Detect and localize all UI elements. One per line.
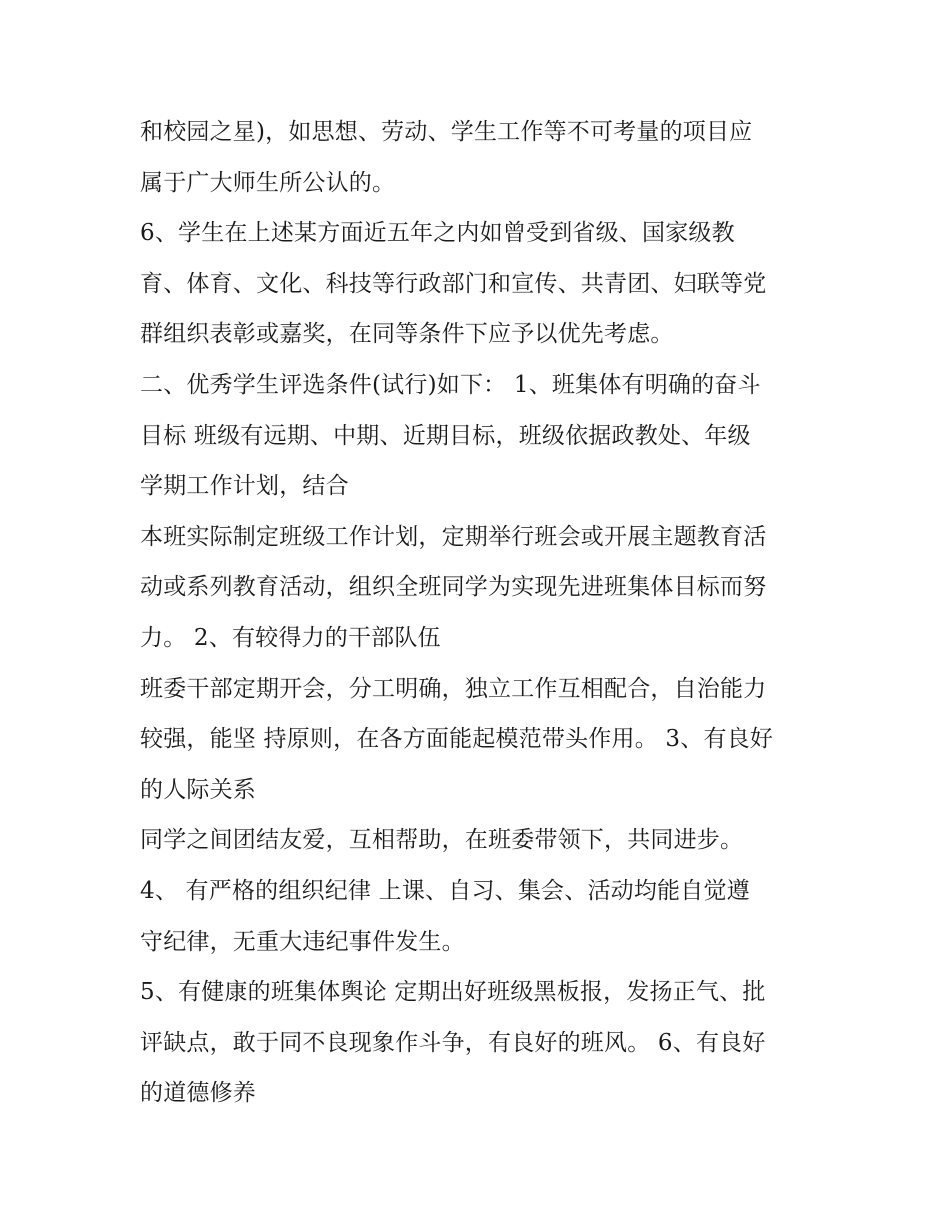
text-line: 属于广大师生所公认的。: [140, 169, 396, 196]
text-line: 同学之间团结友爱，互相帮助，在班委带领下，共同进步。: [140, 827, 744, 854]
text-line: 班委干部定期开会，分工明确，独立工作互相配合，自治能力: [140, 675, 767, 702]
text-line: 力。 2、有较得力的干部队伍: [140, 624, 441, 651]
text-line: 较强，能坚 持原则，在各方面能起模范带头作用。 3、有良好: [140, 726, 774, 753]
document-body: [140, 107, 830, 1119]
text-line: 4、 有严格的组织纪律 上课、自习、集会、活动均能自觉遵: [140, 877, 750, 904]
text-line: 本班实际制定班级工作计划，定期举行班会或开展主题教育活: [140, 523, 767, 550]
text-line: 群组织表彰或嘉奖，在同等条件下应予以优先考虑。: [140, 321, 674, 348]
text-line: 育、体育、文化、科技等行政部门和宣传、共青团、妇联等党: [140, 270, 767, 297]
text-line: 5、有健康的班集体舆论 定期出好班级黑板报，发扬正气、批: [140, 979, 766, 1006]
text-line: 评缺点，敢于同不良现象作斗争，有良好的班风。 6、有良好: [140, 1029, 766, 1056]
text-line: 的道德修养: [140, 1080, 256, 1107]
text-line: 的人际关系: [140, 776, 256, 803]
text-line: 动或系列教育活动，组织全班同学为实现先进班集体目标而努: [140, 574, 767, 601]
text-line: 守纪律，无重大违纪事件发生。: [140, 928, 465, 955]
text-line: 和校园之星)，如思想、劳动、学生工作等不可考量的项目应: [140, 119, 753, 145]
text-line: 二、优秀学生评选条件(试行)如下： 1、班集体有明确的奋斗: [140, 371, 761, 398]
text-line: 目标 班级有远期、中期、近期目标，班级依据政教处、年级: [140, 422, 751, 449]
text-line: 6、学生在上述某方面近五年之内如曾受到省级、国家级教: [140, 220, 735, 247]
text-line: 学期工作计划，结合: [140, 473, 349, 500]
